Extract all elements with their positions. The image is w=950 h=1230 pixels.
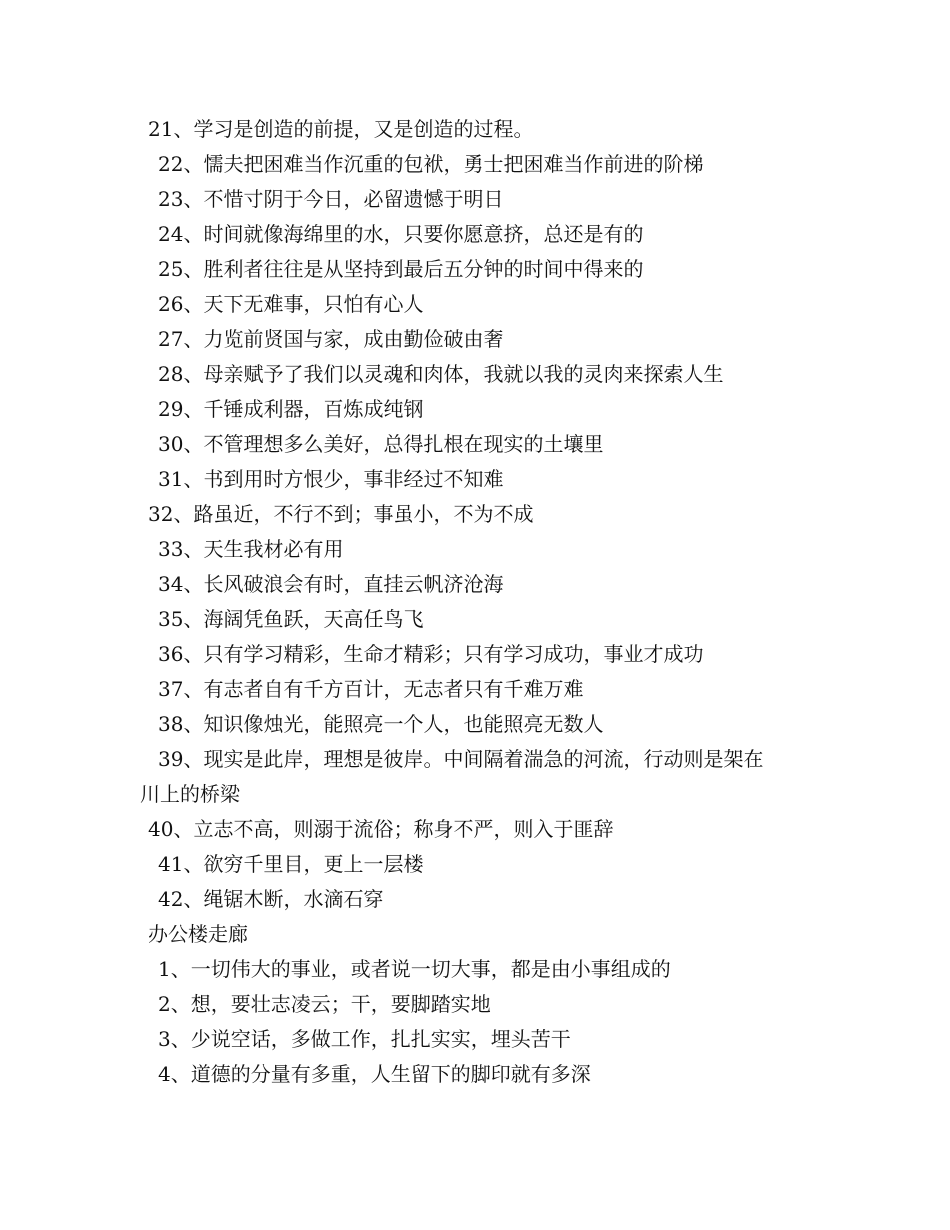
text-line-32: 32、路虽近，不行不到；事虽小，不为不成: [148, 502, 534, 526]
text-line-41: 41、欲穷千里目，更上一层楼: [158, 852, 424, 876]
text-line-25: 25、胜利者往往是从坚持到最后五分钟的时间中得来的: [158, 257, 644, 281]
text-line-38: 38、知识像烛光，能照亮一个人，也能照亮无数人: [158, 712, 604, 736]
text-line-31: 31、书到用时方恨少，事非经过不知难: [158, 467, 504, 491]
text-line-29: 29、千锤成利器，百炼成纯钢: [158, 397, 424, 421]
text-line-23: 23、不惜寸阴于今日，必留遗憾于明日: [158, 187, 504, 211]
text-line-4: 4、道德的分量有多重，人生留下的脚印就有多深: [158, 1062, 591, 1086]
section-heading: 办公楼走廊: [148, 922, 248, 946]
text-line-1: 1、一切伟大的事业，或者说一切大事，都是由小事组成的: [158, 957, 671, 981]
text-line-22: 22、懦夫把困难当作沉重的包袱，勇士把困难当作前进的阶梯: [158, 152, 704, 176]
text-line-3: 3、少说空话，多做工作，扎扎实实，埋头苦干: [158, 1027, 571, 1051]
text-line-2: 2、想，要壮志凌云；干，要脚踏实地: [158, 992, 491, 1016]
text-line-42: 42、绳锯木断，水滴石穿: [158, 887, 384, 911]
text-line-26: 26、天下无难事，只怕有心人: [158, 292, 424, 316]
text-line-33: 33、天生我材必有用: [158, 537, 344, 561]
text-line-39-continued: 川上的桥梁: [140, 782, 240, 806]
text-line-39: 39、现实是此岸，理想是彼岸。中间隔着湍急的河流，行动则是架在: [158, 747, 764, 771]
text-line-35: 35、海阔凭鱼跃，天高任鸟飞: [158, 607, 424, 631]
text-line-24: 24、时间就像海绵里的水，只要你愿意挤，总还是有的: [158, 222, 644, 246]
text-line-40: 40、立志不高，则溺于流俗；称身不严，则入于匪辞: [148, 817, 614, 841]
text-line-28: 28、母亲赋予了我们以灵魂和肉体，我就以我的灵肉来探索人生: [158, 362, 724, 386]
document-body: [140, 112, 830, 1092]
text-line-30: 30、不管理想多么美好，总得扎根在现实的土壤里: [158, 432, 604, 456]
text-line-36: 36、只有学习精彩，生命才精彩；只有学习成功，事业才成功: [158, 642, 704, 666]
text-line-34: 34、长风破浪会有时，直挂云帆济沧海: [158, 572, 504, 596]
text-line-27: 27、力览前贤国与家，成由勤俭破由奢: [158, 327, 504, 351]
text-line-21: 21、学习是创造的前提，又是创造的过程。: [148, 117, 534, 141]
text-line-37: 37、有志者自有千方百计，无志者只有千难万难: [158, 677, 584, 701]
